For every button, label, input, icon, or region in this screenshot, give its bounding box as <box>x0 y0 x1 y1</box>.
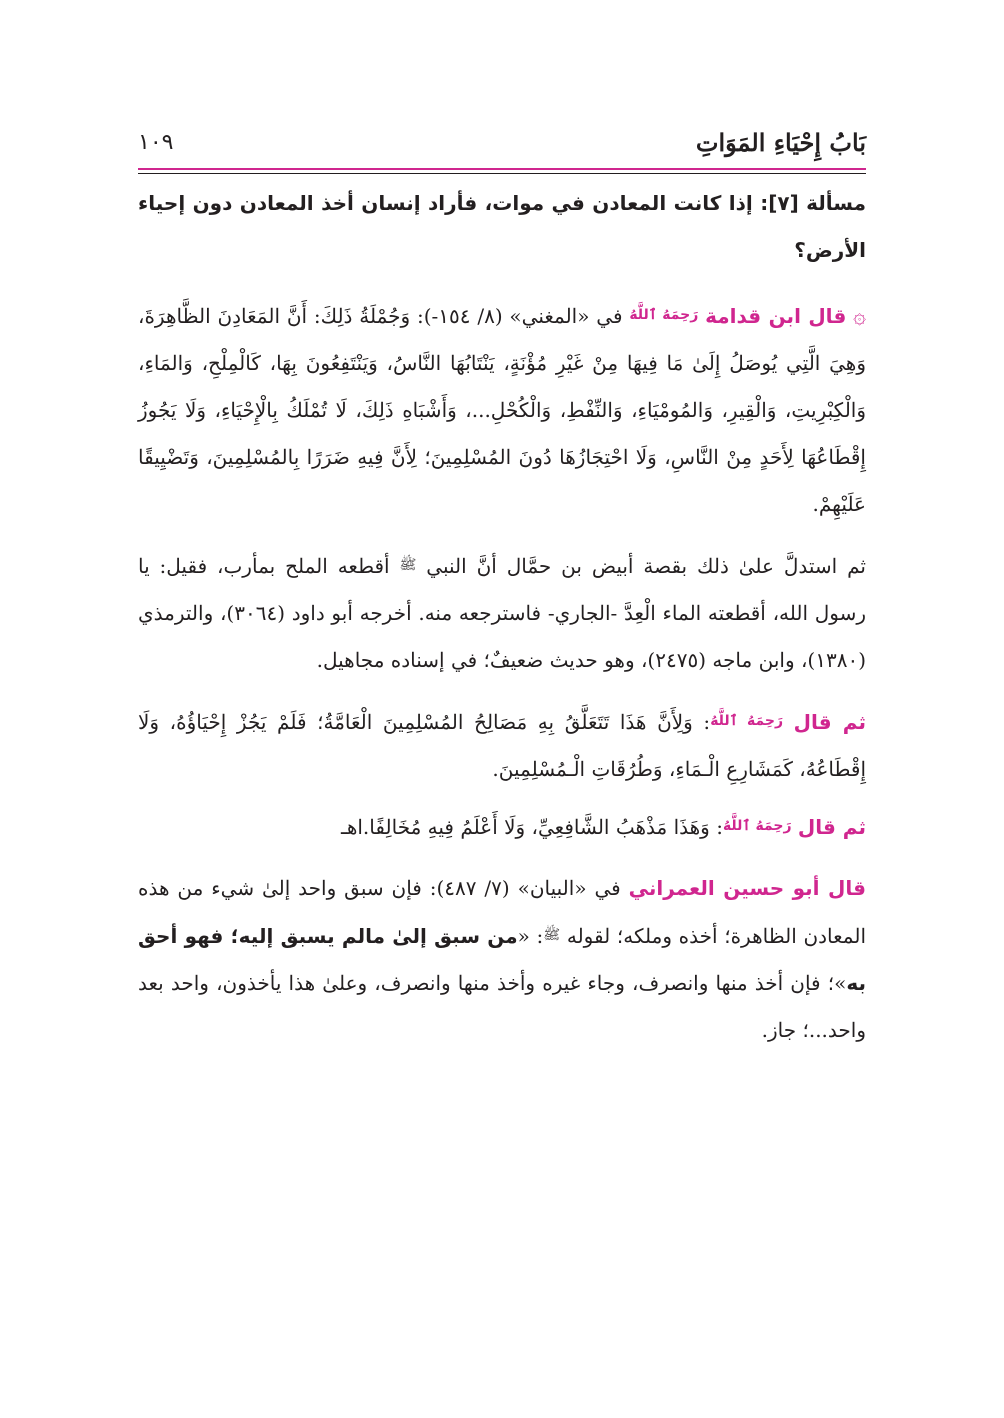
quote-text: : وَلِأَنَّ هَذَا تَتَعَلَّقُ بِهِ مَصَالِحُ المُسْلِمِينَ الْعَامَّةُ؛ فَلَمْ يَجُزْ إِحْيَاؤُهُ، وَلَا إِقْطَاعُهُ، كَمَشَارِعِ الْـمَاءِ، وَطُرُقَاتِ الْـمُسْلِمِينَ. <box>138 710 866 781</box>
commentary-text-a: ثم استدلَّ علىٰ ذلك بقصة أبيض بن حمَّال أنَّ النبي <box>416 554 866 578</box>
flower-ornament-icon: ۞ <box>853 304 866 329</box>
page-header <box>138 122 866 170</box>
question-heading <box>138 180 866 274</box>
quote-text-b: : « <box>517 924 544 948</box>
quote-al-imrani <box>138 865 866 1054</box>
page-body <box>138 180 866 1054</box>
speaker-al-imrani: قال أبو حسين العمراني <box>628 876 866 900</box>
question-label: مسألة [٧]: <box>760 191 866 215</box>
honorific-rahimahullah: رَحِمَهُ ٱللَّهُ <box>629 307 699 323</box>
honorific-salla: ﷺ <box>399 557 417 573</box>
quote-then-said-1 <box>138 698 866 793</box>
quote-text-a: فإن سبق واحد إلىٰ شيء من هذه المعادن الظاهرة؛ أخذه وملكه؛ لقوله <box>138 876 866 948</box>
source-reference: في «البيان» (٧/ ٤٨٧): <box>421 876 629 900</box>
honorific-rahimahullah: رَحِمَهُ ٱللَّهُ <box>722 818 792 834</box>
speaker-then-said: ثم قال <box>797 815 866 839</box>
chapter-title: بَابُ إِحْيَاءِ المَوَاتِ <box>695 128 866 157</box>
honorific-rahimahullah: رَحِمَهُ ٱللَّهُ <box>710 713 784 729</box>
speaker-then-said: ثم قال <box>793 710 866 734</box>
quote-ibn-qudama <box>138 292 866 528</box>
honorific-salla: ﷺ <box>543 927 561 943</box>
commentary-text-b: أقطعه الملح بمأرب، فقيل: يا رسول الله، أقطعته الماء الْعِدَّ -الجاري- فاسترجعه منه. أخرجه أبو داود (٣٠٦٤)، والترمذي (١٣٨٠)، وابن ماجه (٢٤٧٥)، وهو حديث ضعيفٌ؛ في إسناده مجاهيل. <box>138 554 867 672</box>
quote-text: وَجُمْلَةُ ذَلِكَ: أَنَّ المَعَادِنَ الظَّاهِرَةَ، وَهِيَ الَّتِي يُوصَلُ إِلَىٰ مَا فِيهَا مِنْ غَيْرِ مُؤْنَةٍ، يَنْتَابُهَا النَّاسُ، وَيَنْتَفِعُونَ بِهَا، كَالْمِلْحِ، وَالمَاءِ، وَالْكِبْرِيتِ، وَالْقِيرِ، وَالمُومْيَاءِ، وَالنِّفْطِ، وَالْكُحْلِ...، وَأَشْبَاهِ ذَلِكَ، لَا تُمْلَكُ بِالْإِحْيَاءِ، وَلَا يَجُوزُ إِقْطَاعُهَا لِأَحَدٍ مِنْ النَّاسِ، وَلَا احْتِجَازُهَا دُونَ المُسْلِمِينَ؛ لِأَنَّ فِيهِ ضَرَرًا بِالمُسْلِمِينَ، وَتَضْيِيقًا عَلَيْهِمْ. <box>138 304 866 516</box>
speaker-ibn-qudama: قال ابن قدامة <box>705 304 847 328</box>
source-reference: في «المغني» (٨/ ١٥٤-): <box>410 304 630 328</box>
quote-text-c: »؛ فإن أخذ منها وانصرف، وجاء غيره وأخذ منها وانصرف، وعلىٰ هذا يأخذون، واحد بعد واحد...؛ جاز. <box>138 971 866 1042</box>
header-rule-black <box>138 173 866 174</box>
header-rule-pink <box>138 168 866 170</box>
quote-then-said-2 <box>138 803 866 851</box>
hadith-text: من سبق إلىٰ مالم يسبق إليه؛ فهو أحق به <box>138 924 866 995</box>
commentary-paragraph <box>138 542 866 684</box>
question-text: إذا كانت المعادن في موات، فأراد إنسان أخذ المعادن دون إحياء الأرض؟ <box>138 191 866 262</box>
quote-text: : وَهَذَا مَذْهَبُ الشَّافِعِيِّ، وَلَا أَعْلَمُ فِيهِ مُخَالِفًا.اهـ <box>340 815 723 839</box>
page-number: ١٠٩ <box>138 130 174 155</box>
